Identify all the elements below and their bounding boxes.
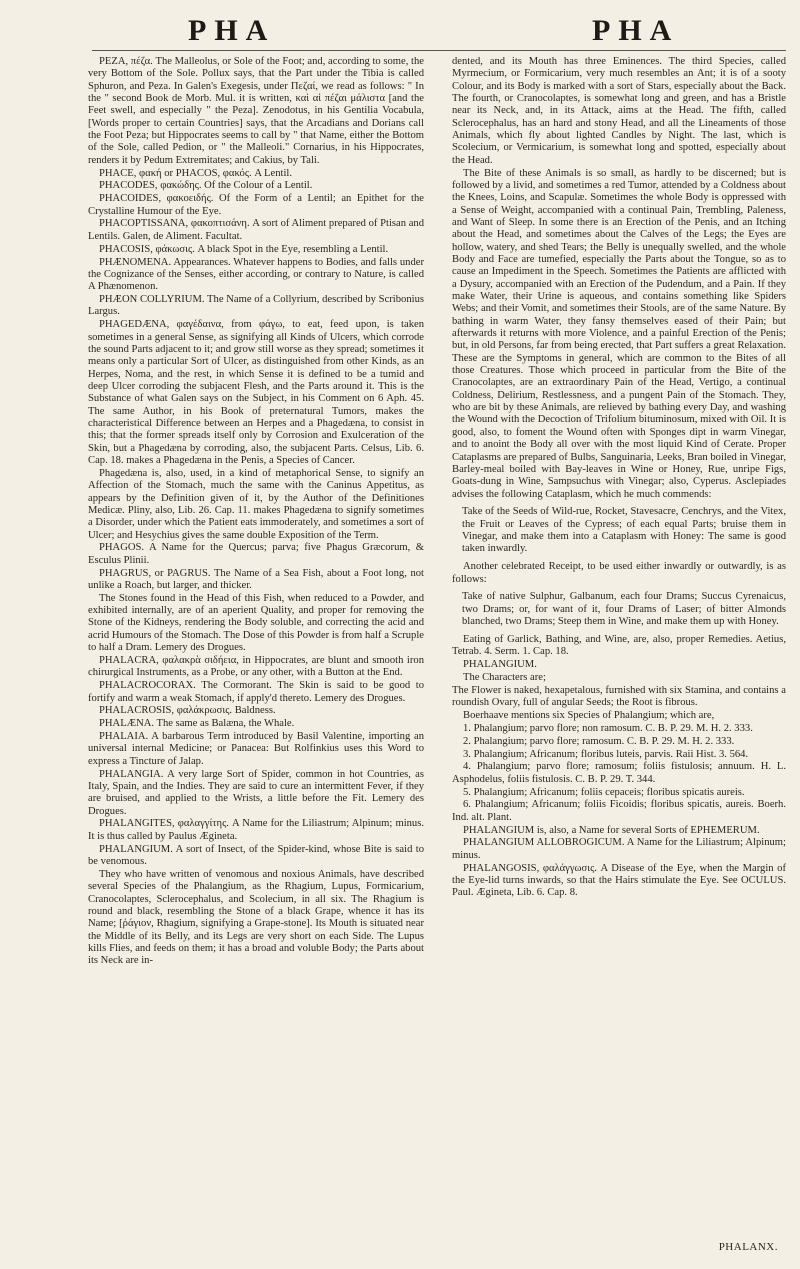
entry-phalacra: PHALACRA, φαλακρὰ σιδήεια, in Hippocrates, are blunt and smooth iron chirurgical Instruments, as a Probe, or any other, with a Button at the End. <box>88 655 424 679</box>
entry-phalangium-botanical: PHALANGIUM. <box>463 659 537 671</box>
entry-phalaia: PHALAIA. A barbarous Term introduced by Basil Valentine, importing an universal internal Medicine; or Panacea: But Rolfinkius uses this Word to express a Tincture of Jalap. <box>88 731 424 767</box>
species-item-2: 2. Phalangium; parvo flore; ramosum. C. B. P. 29. M. H. 2. 333. <box>463 735 735 747</box>
right-column <box>452 56 786 900</box>
entry-phalangium-insect: PHALANGIUM. A sort of Insect, of the Spider-kind, whose Bite is said to be venomous. <box>88 843 424 867</box>
characters-heading: The Characters are; <box>463 672 546 683</box>
entry-phaenomena: PHÆNOMENA. Appearances. Whatever happens to Bodies, and falls under the Cognizance of the Senses, either according, or contrary to Nature, is called A Phænomenon. <box>88 256 424 293</box>
species-item-5: 5. Phalangium; Africanum; foliis cepaceis; floribus spicatis aureis. <box>463 786 745 798</box>
entry-phacoptissana: PHACOPTISSANA, φακοπτισάνη. A sort of Aliment prepared of Ptisan and Lentils. Galen, de Aliment. Facultat. <box>88 218 424 242</box>
species-item-1: 1. Phalangium; parvo flore; non ramosum. C. B. P. 29. M. H. 2. 333. <box>463 722 753 734</box>
entry-phalangium-allobrogicum: PHALANGIUM ALLOBROGICUM. A Name for the Liliastrum; Alpinum; minus. <box>452 837 786 861</box>
left-column <box>88 56 424 968</box>
entry-phalangia: PHALANGIA. A very large Sort of Spider, common in hot Countries, as Italy, Spain, and the Indies. They are said to cure an intermittent Fever, if they are bruised, and applied to the Wrists, a little before the Fit. Lemery des Drogues. <box>88 768 424 817</box>
entry-phagrus-stones: The Stones found in the Head of this Fish, when reduced to a Powder, and exhibited internally, are of an aperient Quality, and proper for removing the Stone of the Kidneys, rendering the Body soluble, and correcting the acid and acrid Humours of the Stomach. The Dose of this Powder is from half a Scruple to half a Dram. Lemery des Drogues. <box>88 592 424 654</box>
running-head-right: PHA <box>592 14 680 47</box>
entry-phalangium-species: They who have written of venomous and noxious Animals, have described several Species of the Phalangium, as the Rhagium, Lupus, Formicarium, Cranocolaptes, Sclerocephalus, and Scolecium, in all six. The Rhagium is round and black, resembling the Stone of a black Grape, whence it has its Name; [ῥάγιον, Rhagium, signifying a Grape-stone]. Its Mouth is situated near the Middle of its Belly, and its Legs are very short on each Side. The Lupus kills Flies, and feeds on them; it has a broad and voluble Body; the Parts about its Neck are in- <box>88 868 424 967</box>
species-intro: Boerhaave mentions six Species of Phalangium; which are, <box>463 710 715 722</box>
head-rule <box>92 50 786 51</box>
entry-phaeon-collyrium: PHÆON COLLYRIUM. The Name of a Collyrium, described by Scribonius Largus. <box>88 294 424 318</box>
entry-phalaena: PHALÆNA. The same as Balæna, the Whale. <box>99 718 295 730</box>
species-item-6: 6. Phalangium; Africanum; foliis Ficoidis; floribus spicatis, aureis. Boerh. Ind. alt. Plant. <box>452 799 786 823</box>
entry-remedies: Eating of Garlick, Bathing, and Wine, are, also, proper Remedies. Aetius, Tetrab. 4. Serm. 1. Cap. 18. <box>452 633 786 658</box>
entry-phagrus: PHAGRUS, or PAGRUS. The Name of a Sea Fish, about a Foot long, not unlike a Roach, but larger, and thicker. <box>88 567 424 591</box>
entry-phacodes: PHACODES, φακώδης. Of the Colour of a Lentil. <box>99 180 313 192</box>
entry-phalangium-continued: dented, and its Mouth has three Eminences. The third Species, called Myrmecium, or Formicarium, very much resembles an Ant; it is of a sooty Colour, and its Body is marked with a sort of Stars, especially about the Back. The fourth, or Cranocolaptes, is somewhat long and green, and has a Bristle near its Neck, and, in its Attack, aims at the Head. The fifth, called Sclerocephalus, has an hard and stony Head, and all the Lineaments of those Animals, which fly about lighted Candles by Night. The last, which is Scolecium, or Vermicarium, is somewhat long and spotted, especially about the Head. <box>452 56 786 166</box>
species-item-3: 3. Phalangium; Africanum; floribus luteis, parvis. Raii Hist. 3. 564. <box>463 748 749 760</box>
entry-phace: PHACE, φακή or PHACOS, φακός. A Lentil. <box>99 167 293 179</box>
species-item-4: 4. Phalangium; parvo flore; ramosum; foliis fistulosis; annuum. H. L. Asphodelus, foliis fistulosis. C. B. P. 29. T. 344. <box>452 761 786 785</box>
entry-phagedaena-metaphorical: Phagedæna is, also, used, in a kind of metaphorical Sense, to signify an Affection of the Stomach, much the same with the Caninus Appetitus, as appears by the Definition given of it, by the Author of the Definitiones Medicæ. Pliny, also, Lib. 26. Cap. 11. makes Phagedæna to signify sometimes a Disorder, under which the Patient eats immoderately, and sometimes a sort of Ulcer; and Hesychius gives the same double Exposition of the Term. <box>88 467 424 541</box>
entry-peza: PEZA, πέζα. The Malleolus, or Sole of the Foot; and, according to some, the very Bottom of the Sole. Pollux says, that the Part under the Tibia is called Sphuron, and Peza. In Galen's Exegesis, under Πεζαί, we read as follows: " In the " second Book de Morb. Mul. it is written, καὶ αἱ πέζαι μάλιστα [and the Feet swell, and especially " the Peza]. Zenodotus, in his Gentilia Vocabula, [Words proper to certain Countries] says, that the Arcadians and Dorians call the Foot Peza; but Hippocrates seems to call by " that Name, either the Bottom of the Sole, called Pedion, or " the Malleoli." Cornarius, in his Hippocrates, renders it by Pedum Extremitates; and Cakius, by Tali. <box>88 56 424 166</box>
recipe-sulphur: Take of native Sulphur, Galbanum, each four Drams; Succus Cyrenaicus, two Drams; or, for want of it, four Drams of Laser; of bitter Almonds blanched, two Drams; Steep them in Wine, and make them up with Honey. <box>462 591 786 628</box>
entry-phalangosis: PHALANGOSIS, φαλάγγωσις. A Disease of the Eye, when the Margin of the Eye-lid turns inwards, so that the Hairs stimulate the Eye. See OCULUS. Paul. Ægineta, Lib. 6. Cap. 8. <box>452 862 786 899</box>
catchword: PHALANX. <box>718 1241 778 1253</box>
entry-phalangites: PHALANGITES, φαλαγγίτης. A Name for the Liliastrum; Alpinum; minus. It is thus called by Paulus Ægineta. <box>88 818 424 842</box>
recipe-intro: Another celebrated Receipt, to be used either inwardly or outwardly, is as follows: <box>452 561 786 585</box>
running-head-left: PHA <box>188 14 276 47</box>
entry-phagos: PHAGOS. A Name for the Quercus; parva; five Phagus Græcorum, & Esculus Plinii. <box>88 542 424 566</box>
entry-phacosis: PHACOSIS, φάκωσις. A black Spot in the Eye, resembling a Lentil. <box>99 243 389 255</box>
characters-text: The Flower is naked, hexapetalous, furnished with six Stamina, and contains a roundish Ovary, full of angular Seeds; the Root is fibrous. <box>452 684 786 709</box>
entry-phalangium-ephemerum: PHALANGIUM is, also, a Name for several Sorts of EPHEMERUM. <box>463 824 760 836</box>
entry-phacoides: PHACOIDES, φακοειδής. Of the Form of a Lentil; an Epithet for the Crystalline Humour of the Eye. <box>88 193 424 217</box>
entry-phalacrocorax: PHALACROCORAX. The Cormorant. The Skin is said to be good to fortify and warm a weak Stomach, if apply'd thereto. Lemery des Drogues. <box>88 680 424 704</box>
running-head <box>0 14 800 54</box>
entry-bite-symptoms: The Bite of these Animals is so small, as hardly to be discerned; but is followed by a livid, and sometimes a red Tumor, attended by a Coldness about the Knees, Loins, and Scapulæ. Sometimes the whole Body is oppressed with a Sense of Weight, accompanied with a continual Pain, Trembling, Paleness, and Want of Sleep. In some there is an Erection of the Penis, and an Itching about the Head, and sometimes about the Calves of the Legs; the Eyes are hollow, watery, and shed Tears; the Belly is unequally swelled, and the whole Body and Face are tumefied, especially the Parts about the Tongue, so as to cause an Impediment in the Speech. Sometimes the Patients are afflicted with a Dysury, accompanied with an Erection of the Pudendum, and a Pain. If they make Water, their Urine is aqueous, and contains something like Spiders Webs; and their Vomit, and sometimes their Stools, are of the same Nature. By bathing in warm Water, they fansy themselves eased of their Pain; but afterwards it returns with more Violence, and a painful Erection of the Penis; but, in old Persons, far from being erected, that Part suffers a great Relaxation. These are the Symptoms in general, which are common to the Bites of all those Creatures. Those which proceed in particular from the Bite of the Cranocolaptes, are an extraordinary Pain of the Head, Vertigo, a continual Coldness, Delirium, Restlessness, and a pungent Pain of the Stomach. They, who are bit by these Animals, are relieved by bathing every Day, and washing the Wound with the Decoction of Trifolium bituminosum, mixed with Oil. It is good, also, to foment the Wound often with Sponges dipt in warm Vinegar, and to anoint the Body all over with the most liquid Kind of Cerate. Proper Cataplasms are prepared of Bulbs, Sanguinaria, Leeks, Bran boiled in Vinegar, Barley-meal boiled with Bay-leaves in Wine or Honey, Rue, unripe Figs, Goats-dung in Wine, Sampsuchus with Vinegar; also, Cyperus. Asclepiades advises the following Cataplasm, which he much commends: <box>452 167 786 500</box>
entry-phalacrosis: PHALACROSIS, φαλάκρωσις. Baldness. <box>99 705 276 717</box>
recipe-cataplasm: Take of the Seeds of Wild-rue, Rocket, Stavesacre, Cenchrys, and the Vitex, the Fruit or Leaves of the Cypress; of each equal Parts; bruise them in Vinegar, and make them into a Cataplasm with Honey: The same is good taken inwardly. <box>462 506 786 555</box>
entry-phagedaena: PHAGEDÆNA, φαγέδαινα, from φάγω, to eat, feed upon, is taken sometimes in a general Sense, as signifying all Kinds of Ulcers, which corrode the sound Parts adjacent to it; and grow still worse as they spread; sometimes it means only a particular Sort of Ulcer, as distinguished from other Kinds, as an Herpes, Noma, and the rest, in which Sense it is defined to be a tumid and deep Ulcer corroding the subjacent Flesh, and the Parts around it. This is the Substance of what Galen says on the Subject, in his Comment on 6 Aph. 45. The same Author, in his Book of preternatural Tumors, makes the characteristical Difference between an Herpes and a Phagedæna, to consist in this; that the former spreads itself only by Corrosion and Exulceration of the Skin, but a Phagedæna by corroding, also, the subjacent Parts. Celsus, Lib. 6. Cap. 18. makes a Phagedæna in the Penis, a Species of Cancer. <box>88 319 424 466</box>
